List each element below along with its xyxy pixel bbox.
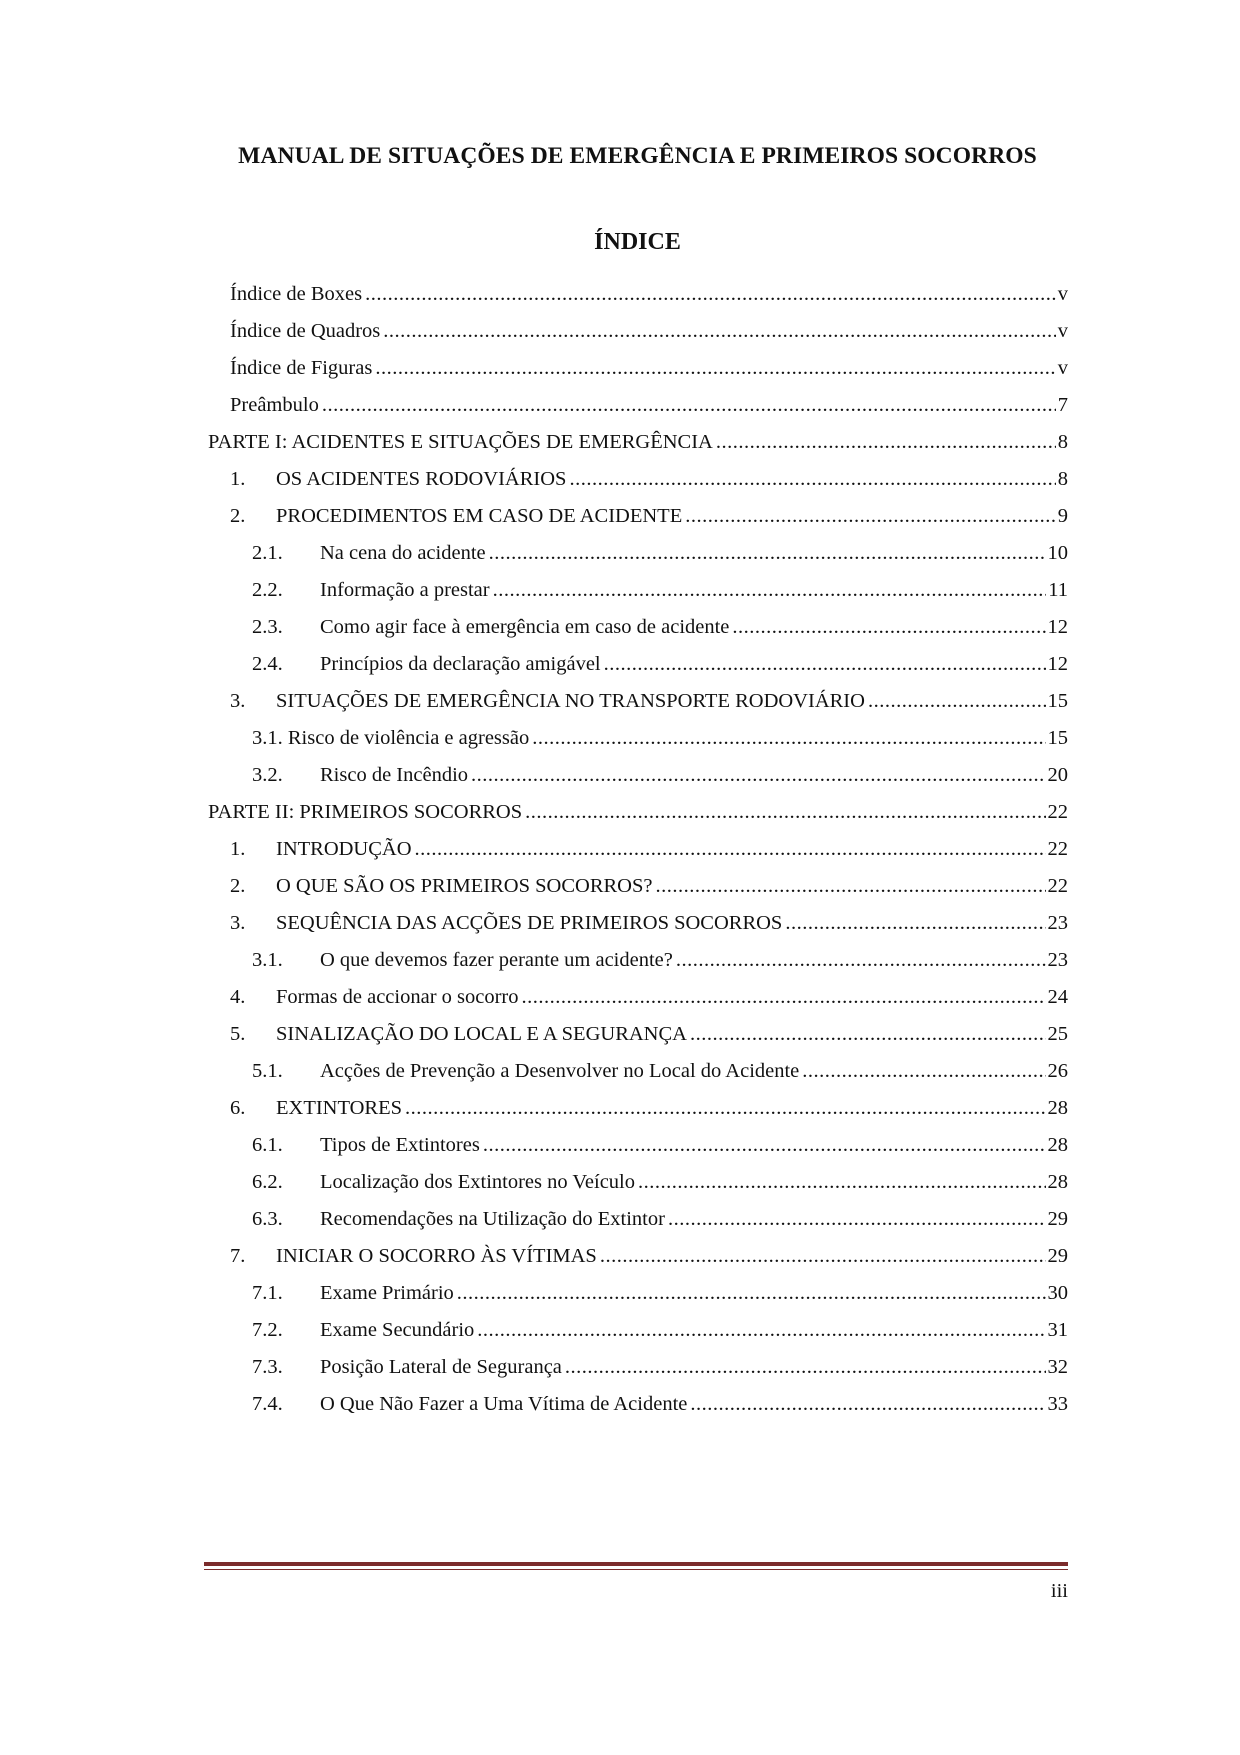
toc-entry-number: 1. <box>230 838 246 860</box>
toc-entry-page: 15 <box>1047 727 1068 749</box>
toc-dot-leader <box>668 1208 1046 1231</box>
toc-entry-number: 3.2. <box>252 764 283 786</box>
toc-entry-page: 8 <box>1057 468 1068 490</box>
toc-entry-page: 20 <box>1047 764 1068 786</box>
toc-dot-leader <box>483 1134 1046 1157</box>
page-number: iii <box>1050 1580 1068 1602</box>
toc-entry-page: 31 <box>1047 1319 1068 1341</box>
toc-entry[interactable] <box>252 727 1068 757</box>
toc-entry[interactable] <box>252 1208 1068 1238</box>
toc-entry-number: 7.4. <box>252 1393 283 1415</box>
toc-entry-page: 12 <box>1047 616 1068 638</box>
toc-entry-page: v <box>1057 320 1068 342</box>
toc-entry[interactable] <box>252 1171 1068 1201</box>
toc-entry-number: 2. <box>230 505 246 527</box>
toc-entry[interactable] <box>230 394 1068 424</box>
toc-entry-number: 3.1. <box>252 949 283 971</box>
toc-entry-label: EXTINTORES <box>276 1097 403 1119</box>
toc-entry-page: 22 <box>1047 801 1068 823</box>
toc-entry[interactable] <box>252 1319 1068 1349</box>
toc-entry-page: 24 <box>1047 986 1068 1008</box>
toc-entry-page: 23 <box>1047 912 1068 934</box>
toc-entry-number: 7.3. <box>252 1356 283 1378</box>
toc-entry-page: 22 <box>1047 875 1068 897</box>
toc-entry-label: Localização dos Extintores no Veículo <box>320 1171 635 1193</box>
toc-entry-label: Posição Lateral de Segurança <box>320 1356 562 1378</box>
toc-dot-leader <box>375 357 1055 380</box>
toc-entry-number: 5.1. <box>252 1060 283 1082</box>
toc-entry-page: 7 <box>1057 394 1068 416</box>
toc-entry-number: 7. <box>230 1245 246 1267</box>
toc-entry[interactable] <box>230 1023 1068 1053</box>
toc-entry-label: Exame Secundário <box>320 1319 475 1341</box>
toc-entry-label: INICIAR O SOCORRO ÀS VÍTIMAS <box>276 1245 597 1267</box>
toc-entry-label: Recomendações na Utilização do Extintor <box>320 1208 665 1230</box>
toc-entry-page: 8 <box>1057 431 1068 453</box>
toc-dot-leader <box>785 912 1045 935</box>
toc-entry-number: 7.1. <box>252 1282 283 1304</box>
toc-entry-label: Risco de Incêndio <box>320 764 469 786</box>
toc-entry[interactable] <box>230 320 1068 350</box>
toc-entry[interactable] <box>230 1097 1068 1127</box>
toc-entry[interactable] <box>230 912 1068 942</box>
toc-dot-leader <box>732 616 1045 639</box>
toc-entry-page: 11 <box>1048 579 1068 601</box>
toc-entry-page: 28 <box>1047 1097 1068 1119</box>
toc-entry-label: SINALIZAÇÃO DO LOCAL E A SEGURANÇA <box>276 1023 687 1045</box>
toc-entry-label: 3.1. Risco de violência e agressão <box>252 727 530 749</box>
toc-dot-leader <box>489 542 1046 565</box>
toc-entry-label: OS ACIDENTES RODOVIÁRIOS <box>276 468 567 490</box>
toc-entry[interactable] <box>252 653 1068 683</box>
toc-entry-label: Acções de Prevenção a Desenvolver no Local do Acidente <box>320 1060 800 1082</box>
toc-entry-label: PARTE II: PRIMEIROS SOCORROS <box>208 801 523 823</box>
toc-dot-leader <box>405 1097 1045 1120</box>
toc-entry-page: 32 <box>1047 1356 1068 1378</box>
toc-entry-number: 7.2. <box>252 1319 283 1341</box>
toc-entry-page: 29 <box>1047 1208 1068 1230</box>
toc-entry-page: 29 <box>1047 1245 1068 1267</box>
toc-entry-label: O que devemos fazer perante um acidente? <box>320 949 673 971</box>
toc-entry-label: Na cena do acidente <box>320 542 486 564</box>
toc-entry-page: 15 <box>1047 690 1068 712</box>
toc-dot-leader <box>600 1245 1046 1268</box>
toc-entry[interactable] <box>252 1060 1068 1090</box>
toc-entry-number: 2.1. <box>252 542 283 564</box>
toc-entry-page: 28 <box>1047 1134 1068 1156</box>
toc-entry-page: 12 <box>1047 653 1068 675</box>
toc-dot-leader <box>415 838 1046 861</box>
toc-dot-leader <box>685 505 1056 528</box>
toc-dot-leader <box>802 1060 1045 1083</box>
toc-entry-page: 23 <box>1047 949 1068 971</box>
toc-dot-leader <box>716 431 1056 454</box>
toc-dot-leader <box>532 727 1045 750</box>
toc-entry-label: Índice de Boxes <box>230 283 363 305</box>
toc-entry[interactable] <box>252 949 1068 979</box>
toc-entry[interactable] <box>230 986 1068 1016</box>
toc-dot-leader <box>365 283 1056 306</box>
toc-dot-leader <box>383 320 1055 343</box>
toc-entry[interactable] <box>252 764 1068 794</box>
toc-dot-leader <box>655 875 1045 898</box>
toc-entry[interactable] <box>252 1356 1068 1386</box>
toc-entry-number: 3. <box>230 690 246 712</box>
toc-entry-number: 6.1. <box>252 1134 283 1156</box>
toc-entry[interactable] <box>252 1282 1068 1312</box>
toc-entry-part[interactable] <box>208 431 1068 461</box>
toc-entry-label: O Que Não Fazer a Uma Vítima de Acidente <box>320 1393 688 1415</box>
toc-dot-leader <box>638 1171 1046 1194</box>
toc-heading: ÍNDICE <box>594 229 681 255</box>
toc-entry-page: 25 <box>1047 1023 1068 1045</box>
toc-entry[interactable] <box>230 505 1068 535</box>
toc-entry-number: 2.4. <box>252 653 283 675</box>
toc-entry-number: 4. <box>230 986 246 1008</box>
toc-dot-leader <box>457 1282 1046 1305</box>
toc-entry[interactable] <box>252 1134 1068 1164</box>
toc-entry-label: INTRODUÇÃO <box>276 838 412 860</box>
toc-entry[interactable] <box>252 579 1068 609</box>
toc-entry-label: SITUAÇÕES DE EMERGÊNCIA NO TRANSPORTE RODOVIÁRIO <box>276 690 865 712</box>
toc-dot-leader <box>477 1319 1045 1342</box>
toc-entry-number: 5. <box>230 1023 246 1045</box>
toc-dot-leader <box>868 690 1046 713</box>
toc-entry-label: Índice de Quadros <box>230 320 381 342</box>
toc-dot-leader <box>676 949 1046 972</box>
toc-entry-label: Preâmbulo <box>230 394 319 416</box>
toc-entry-label: O QUE SÃO OS PRIMEIROS SOCORROS? <box>276 875 653 897</box>
toc-entry-page: 28 <box>1047 1171 1068 1193</box>
toc-entry-number: 1. <box>230 468 246 490</box>
toc-entry-page: v <box>1057 283 1068 305</box>
toc-dot-leader <box>565 1356 1046 1379</box>
toc-entry-number: 3. <box>230 912 246 934</box>
toc-entry-page: 30 <box>1047 1282 1068 1304</box>
toc-entry-label: Exame Primário <box>320 1282 454 1304</box>
toc-entry-label: Tipos de Extintores <box>320 1134 480 1156</box>
footer-rule-thin <box>204 1569 1068 1570</box>
toc-entry[interactable] <box>230 838 1068 868</box>
toc-dot-leader <box>690 1393 1045 1416</box>
toc-entry-number: 2.3. <box>252 616 283 638</box>
toc-entry-number: 2.2. <box>252 579 283 601</box>
toc-entry-part[interactable] <box>208 801 1068 831</box>
toc-entry-page: 10 <box>1047 542 1068 564</box>
toc-entry-page: 9 <box>1057 505 1068 527</box>
toc-entry-page: 26 <box>1047 1060 1068 1082</box>
toc-dot-leader <box>525 801 1045 824</box>
toc-dot-leader <box>604 653 1046 676</box>
toc-entry-label: PROCEDIMENTOS EM CASO DE ACIDENTE <box>276 505 683 527</box>
toc-dot-leader <box>569 468 1055 491</box>
toc-entry[interactable] <box>252 542 1068 572</box>
toc-entry[interactable] <box>230 690 1068 720</box>
toc-entry-page: v <box>1057 357 1068 379</box>
toc-entry[interactable] <box>230 468 1068 498</box>
toc-entry-page: 22 <box>1047 838 1068 860</box>
toc-entry[interactable] <box>252 1393 1068 1423</box>
toc-entry-label: Princípios da declaração amigável <box>320 653 601 675</box>
footer-rule <box>204 1562 1068 1566</box>
toc-dot-leader <box>322 394 1056 417</box>
toc-entry-label: SEQUÊNCIA DAS ACÇÕES DE PRIMEIROS SOCORROS <box>276 912 783 934</box>
toc-entry-label: Formas de accionar o socorro <box>276 986 519 1008</box>
toc-entry-number: 6.3. <box>252 1208 283 1230</box>
toc-entry-number: 6. <box>230 1097 246 1119</box>
toc-dot-leader <box>522 986 1046 1009</box>
document-title: MANUAL DE SITUAÇÕES DE EMERGÊNCIA E PRIMEIROS SOCORROS <box>238 143 1037 169</box>
toc-entry[interactable] <box>230 357 1068 387</box>
toc-dot-leader <box>493 579 1047 602</box>
toc-entry[interactable] <box>252 616 1068 646</box>
toc-entry-label: Como agir face à emergência em caso de acidente <box>320 616 730 638</box>
toc-entry-number: 6.2. <box>252 1171 283 1193</box>
toc-dot-leader <box>471 764 1045 787</box>
toc-entry-number: 2. <box>230 875 246 897</box>
toc-entry[interactable] <box>230 283 1068 313</box>
toc-dot-leader <box>690 1023 1046 1046</box>
toc-entry-page: 33 <box>1047 1393 1068 1415</box>
toc-entry-label: Índice de Figuras <box>230 357 373 379</box>
toc-entry[interactable] <box>230 1245 1068 1275</box>
toc-entry-label: PARTE I: ACIDENTES E SITUAÇÕES DE EMERGÊNCIA <box>208 431 713 453</box>
toc-entry[interactable] <box>230 875 1068 905</box>
toc-entry-label: Informação a prestar <box>320 579 490 601</box>
